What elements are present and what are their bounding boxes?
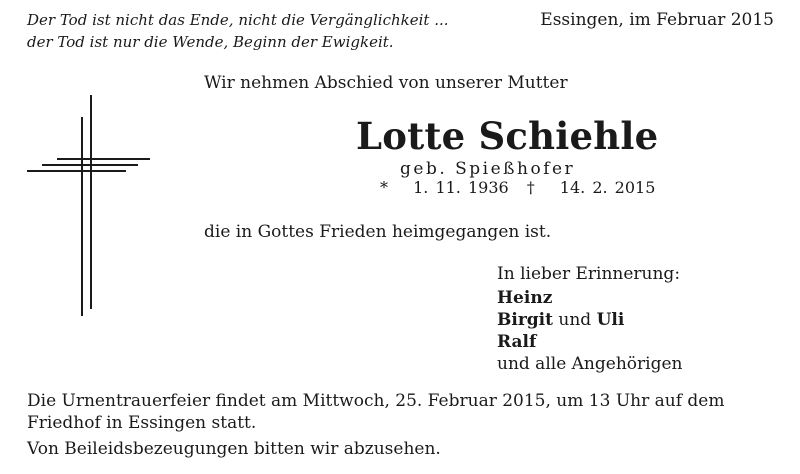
birth-symbol: *: [380, 178, 388, 197]
signer-line-2: [497, 309, 682, 331]
quote-line-1: Der Tod ist nicht das Ende, nicht die Vergänglichkeit ...: [27, 11, 449, 29]
cross-icon: [26, 94, 152, 316]
life-dates: [380, 178, 655, 197]
death-date: [527, 178, 656, 197]
signer-4: Ralf: [497, 332, 537, 352]
deceased-name: Lotte Schiehle: [356, 114, 659, 158]
death-symbol: †: [526, 178, 535, 197]
no-condolences-text: Von Beileidsbezeugungen bitten wir abzusehen.: [27, 439, 441, 459]
signers-closing: und alle Angehörigen: [497, 354, 683, 374]
ceremony-text: Die Urnentrauerfeier findet am Mittwoch, 25. Februar 2015, um 13 Uhr auf dem Friedhof in Essingen statt.: [27, 391, 725, 433]
signer-1: Heinz: [497, 288, 553, 308]
signer-2: Birgit: [497, 310, 553, 330]
passed-text: die in Gottes Frieden heimgegangen ist.: [204, 222, 552, 242]
death-date-value: 14. 2. 2015: [559, 178, 656, 197]
birth-date-value: 1. 11. 1936: [413, 178, 509, 197]
signer-connector: und: [558, 310, 592, 330]
quote-line-2: der Tod ist nur die Wende, Beginn der Ewigkeit.: [27, 33, 394, 51]
signers: [497, 263, 682, 375]
place-date: Essingen, im Februar 2015: [540, 10, 774, 30]
quote: [27, 9, 449, 53]
intro-text: Wir nehmen Abschied von unserer Mutter: [204, 73, 568, 93]
birth-name: geb. Spießhofer: [400, 159, 576, 179]
signers-heading: In lieber Erinnerung:: [497, 264, 681, 284]
signer-3: Uli: [596, 310, 625, 330]
birth-date: [380, 178, 509, 197]
